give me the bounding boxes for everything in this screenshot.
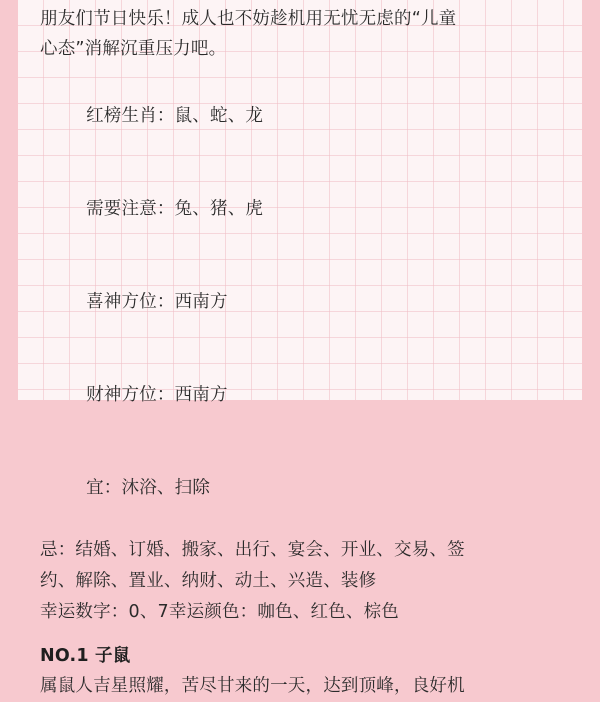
- entry-zhuyi-value: 兔、猪、虎: [174, 199, 264, 219]
- entry-caishen-value: 西南方: [174, 385, 228, 405]
- entry-ji-line-1: 忌：结婚、订婚、搬家、出行、宴会、开业、交易、签: [40, 540, 465, 560]
- lucky-line: 幸运数字：0、7幸运颜色：咖色、红色、棕色: [40, 602, 399, 622]
- entry-ji-line-2: 约、解除、置业、纳财、动土、兴造、装修: [40, 571, 377, 591]
- entry-xishen: [40, 256, 568, 349]
- section-heading: NO.1 子鼠: [40, 646, 131, 666]
- intro-line-1: 朋友们节日快乐！成人也不妨趁机用无忧无虑的“儿童: [40, 9, 457, 29]
- entry-hongbang: [40, 70, 568, 163]
- entry-hongbang-label: 红榜生肖：: [86, 106, 175, 126]
- entry-caishen-label: 财神方位：: [86, 385, 175, 405]
- entry-hongbang-value: 鼠、蛇、龙: [174, 106, 264, 126]
- entry-yi-label: 宜：: [86, 478, 122, 498]
- entry-yi: [40, 442, 568, 535]
- note-content: [40, 0, 568, 696]
- spacer: [40, 628, 568, 641]
- entry-xishen-label: 喜神方位：: [86, 292, 175, 312]
- entry-zhuyi: [40, 163, 568, 256]
- intro-line-2: 心态”消解沉重压力吧。: [40, 39, 227, 59]
- note-card: [18, 0, 582, 696]
- entry-zhuyi-label: 需要注意：: [86, 199, 175, 219]
- entry-caishen: [40, 349, 568, 442]
- section-body-line-1: 属鼠人吉星照耀，苦尽甘来的一天，达到顶峰，良好机: [40, 676, 465, 696]
- entry-xishen-value: 西南方: [174, 292, 228, 312]
- entry-yi-value: 沐浴、扫除: [121, 478, 211, 498]
